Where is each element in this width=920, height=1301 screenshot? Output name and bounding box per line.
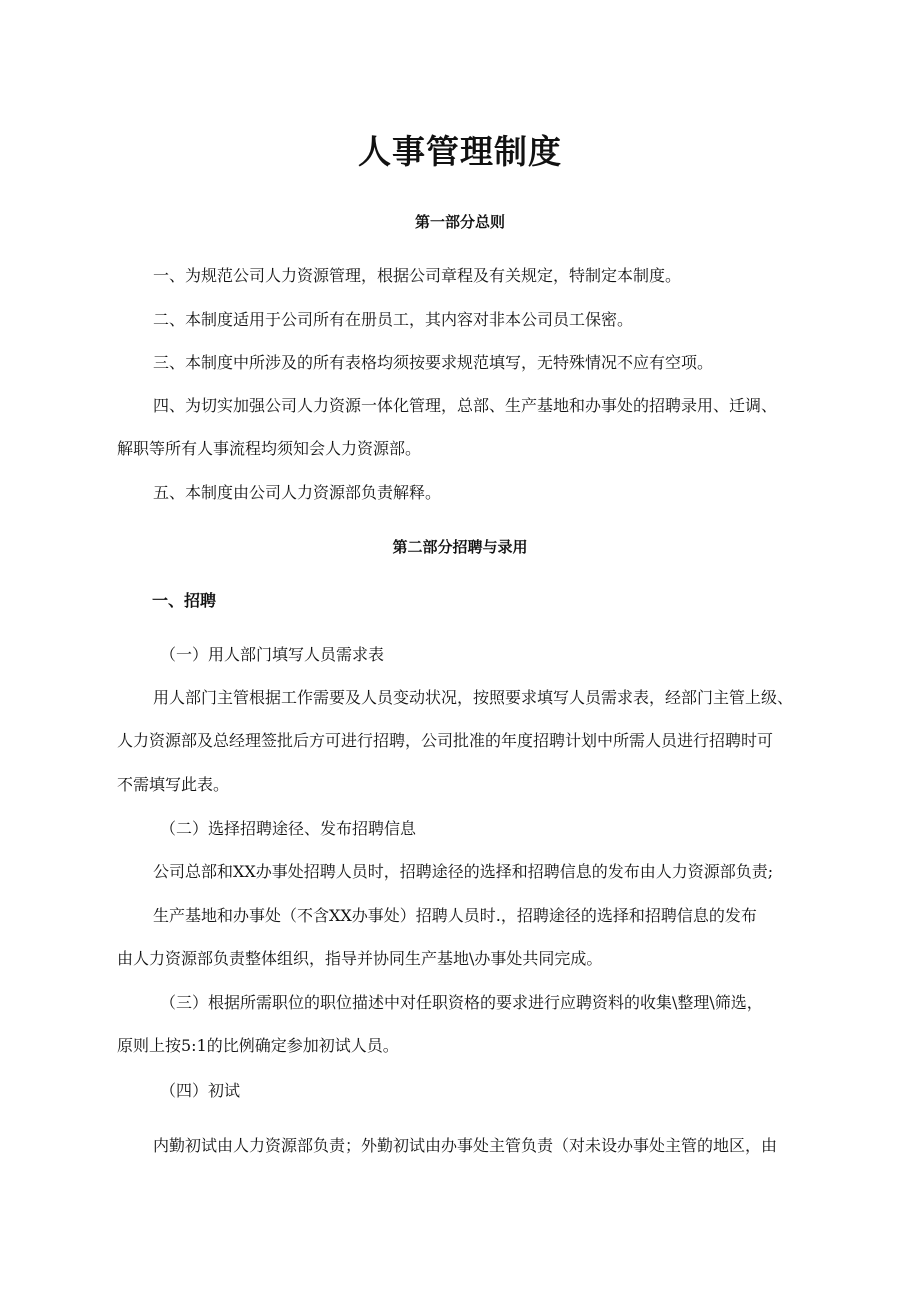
part1-item-3: 三、本制度中所涉及的所有表格均须按要求规范填写，无特殊情况不应有空项。 xyxy=(153,353,714,372)
paragraph-line: 内勤初试由人力资源部负责；外勤初试由办事处主管负责（对未设办事处主管的地区，由 xyxy=(153,1136,778,1155)
subsection-2-title: （二）选择招聘途径、发布招聘信息 xyxy=(160,819,417,838)
part1-item-1: 一、为规范公司人力资源管理，根据公司章程及有关规定，特制定本制度。 xyxy=(153,266,682,285)
paragraph-line: 人力资源部及总经理签批后方可进行招聘，公司批准的年度招聘计划中所需人员进行招聘时可 xyxy=(117,731,774,750)
paragraph-line: 生产基地和办事处（不含XX办事处）招聘人员时.，招聘途径的选择和招聘信息的发布 xyxy=(153,906,757,925)
paragraph-line: 由人力资源部负责整体组织，指导并协同生产基地\办事处共同完成。 xyxy=(117,949,603,968)
subsection-4-title: （四）初试 xyxy=(160,1081,241,1100)
paragraph-line: 原则上按5:1的比例确定参加初试人员。 xyxy=(117,1036,399,1055)
subsection-1-title: （一）用人部门填写人员需求表 xyxy=(160,645,385,664)
part1-item-4-cont: 解职等所有人事流程均须知会人力资源部。 xyxy=(117,439,422,458)
part1-item-2: 二、本制度适用于公司所有在册员工，其内容对非本公司员工保密。 xyxy=(153,310,634,329)
part1-heading: 第一部分总则 xyxy=(414,213,505,231)
part1-item-4: 四、为切实加强公司人力资源一体化管理，总部、生产基地和办事处的招聘录用、迁调、 xyxy=(153,396,778,415)
paragraph-line: 不需填写此表。 xyxy=(117,775,230,794)
paragraph-line: 用人部门主管根据工作需要及人员变动状况，按照要求填写人员需求表，经部门主管上级、 xyxy=(153,688,794,707)
document-title: 人事管理制度 xyxy=(358,132,562,171)
section-recruitment-title: 一、招聘 xyxy=(152,591,217,610)
subsection-3-text: （三）根据所需职位的职位描述中对任职资格的要求进行应聘资料的收集\整理\筛选， xyxy=(160,993,763,1012)
paragraph-line: 公司总部和XX办事处招聘人员时，招聘途径的选择和招聘信息的发布由人力资源部负责; xyxy=(153,862,774,881)
part1-item-5: 五、本制度由公司人力资源部负责解释。 xyxy=(153,483,442,502)
part2-heading: 第二部分招聘与录用 xyxy=(392,538,528,556)
